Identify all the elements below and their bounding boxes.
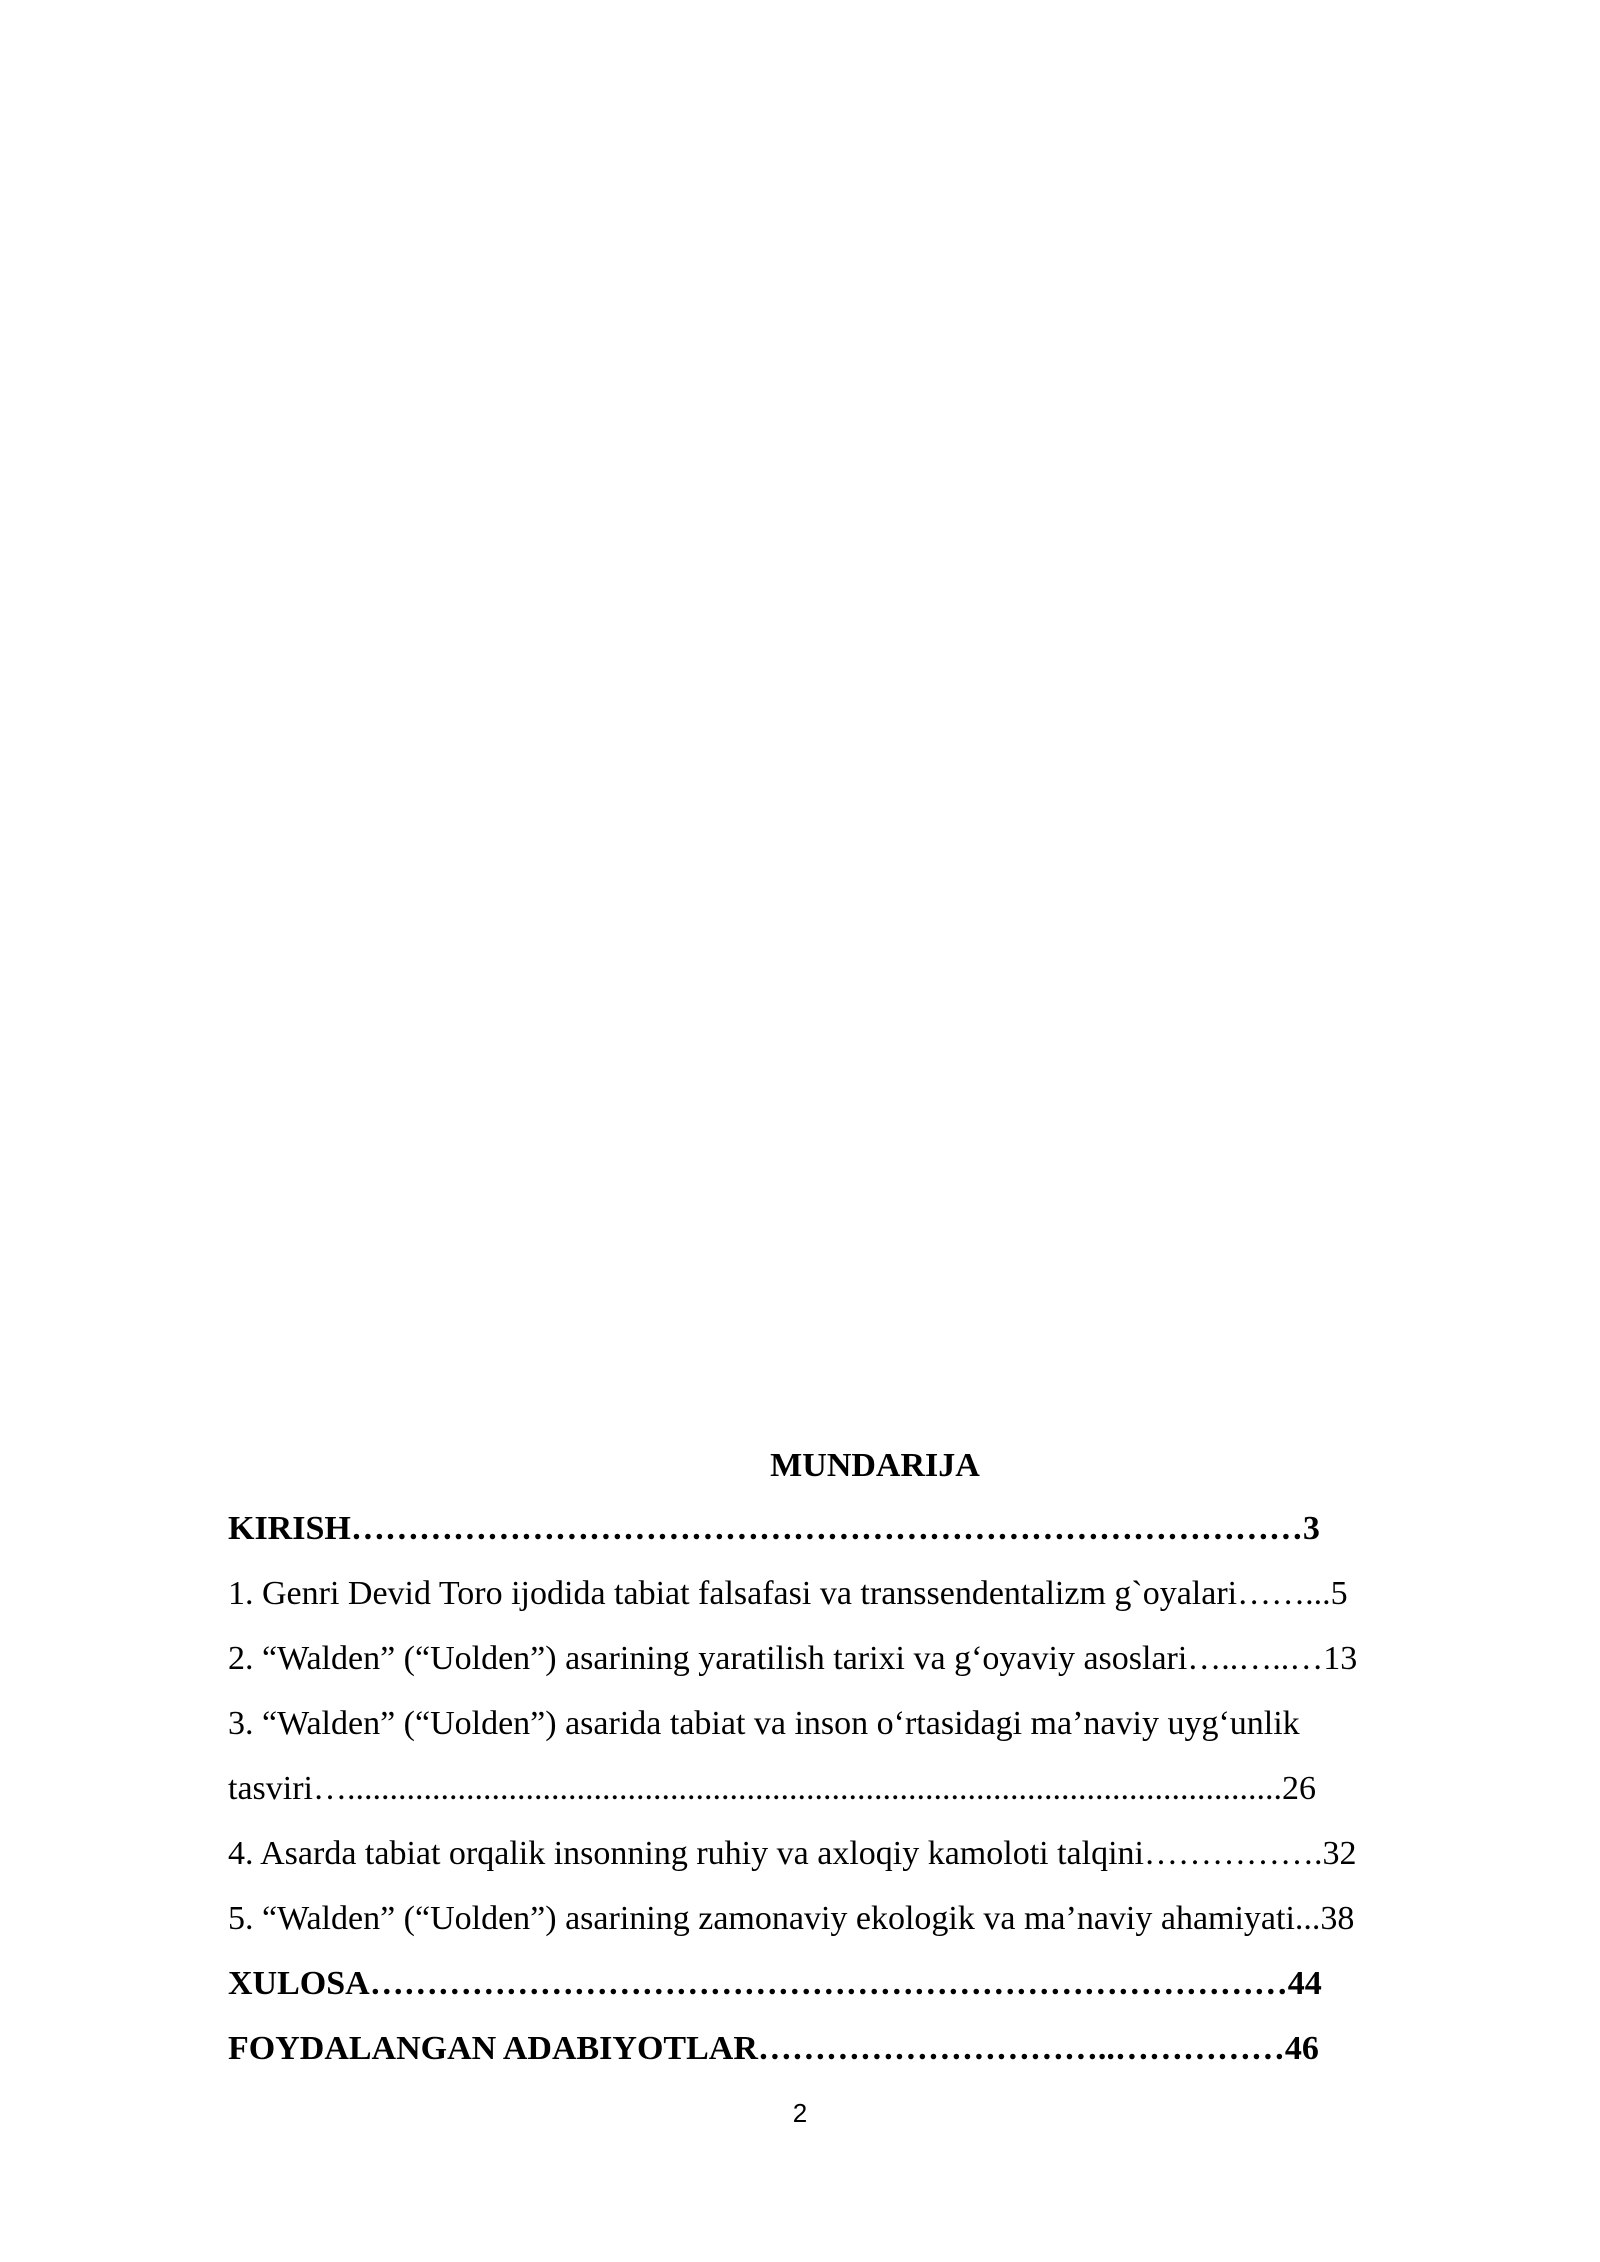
table-of-contents: [228, 1436, 1482, 2081]
toc-entry-4: 4. Asarda tabiat orqalik insonning ruhiy va axloqiy kamoloti talqini…………….32: [228, 1835, 1357, 1872]
toc-entry-adabiyotlar: FOYDALANGAN ADABIYOTLAR…………………………..……………46: [228, 2030, 1319, 2067]
toc-entry-3-continued: tasviri…..............................................................................................................26: [228, 1770, 1316, 1807]
toc-entry-2: 2. “Walden” (“Uolden”) asarining yaratilish tarixi va g‘oyaviy asoslari…..…..…13: [228, 1640, 1358, 1677]
page-number: 2: [792, 2098, 808, 2128]
toc-entry-1: 1. Genri Devid Toro ijodida tabiat falsafasi va transsendentalizm g`oyalari……...5: [228, 1575, 1348, 1612]
toc-entry-3: 3. “Walden” (“Uolden”) asarida tabiat va inson o‘rtasidagi ma’naviy uyg‘unlik: [228, 1705, 1300, 1742]
toc-entry-kirish: KIRISH…………………………………………………………………………3: [228, 1510, 1320, 1547]
toc-title: MUNDARIJA: [770, 1447, 980, 1484]
toc-entry-5: 5. “Walden” (“Uolden”) asarining zamonaviy ekologik va ma’naviy ahamiyati...38: [228, 1900, 1355, 1937]
toc-entry-xulosa: XULOSA………………………………………………………………………44: [228, 1965, 1322, 2002]
